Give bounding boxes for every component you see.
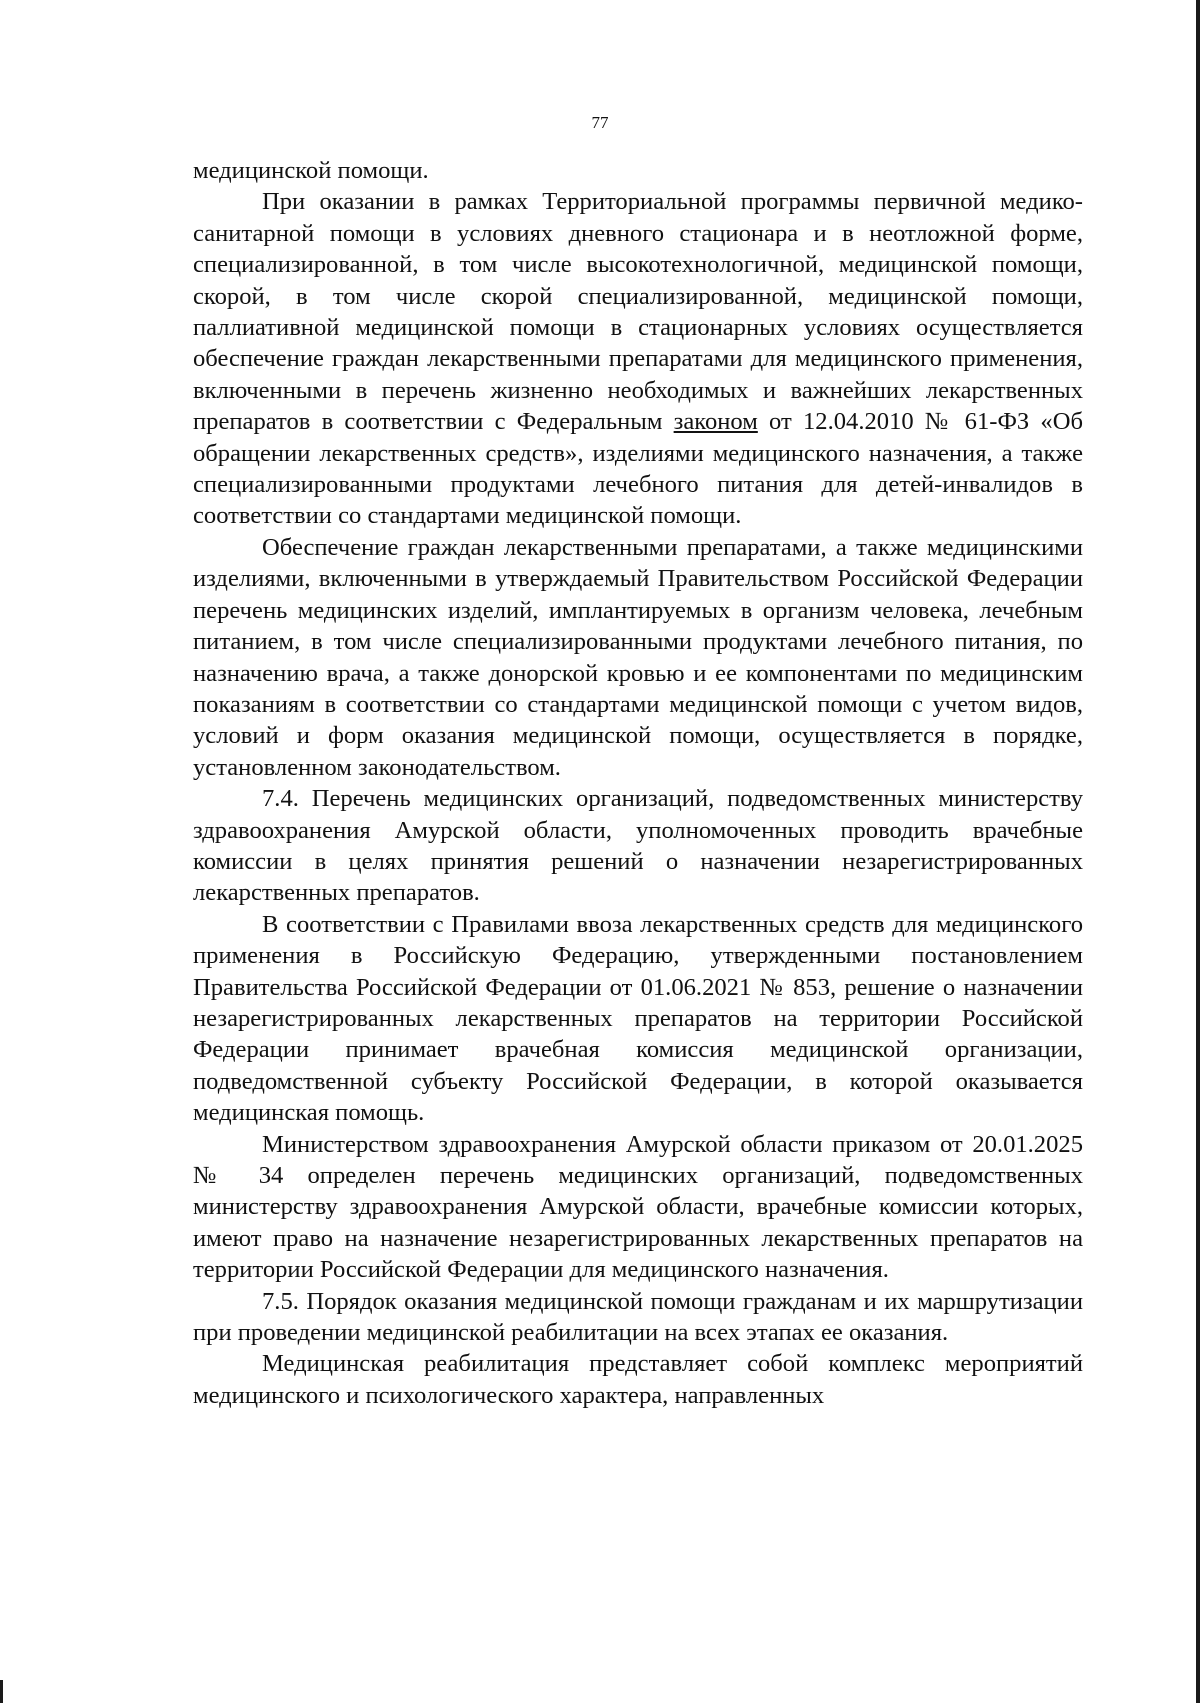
paragraph-1: медицинской помощи. — [193, 157, 429, 184]
paragraph-3: Обеспечение граждан лекарственными препаратами, а также медицинскими изделиями, включенными в утверждаемый Правительством Российской Федерации перечень медицинских изделий, имплантируемых в организм человека, лечебным питанием, в том числе специализированными продуктами лечебного питания, по назначению врача, а также донорской кровью и ее компонентами по медицинским показаниям в соответствии со стандартами медицинской помощи с учетом видов, условий и форм оказания медицинской помощи, осуществляется в порядке, установленном законодательством. — [193, 533, 1083, 781]
scan-border-left — [0, 1680, 3, 1703]
paragraph-2-text-start: При оказании в рамках Территориальной программы первичной медико-санитарной помощи в условиях дневного стационара и в неотложной форме, специализированной, в том числе высокотехнологичной, медицинской помощи, скорой, в том числе скорой специализированной, медицинской помощи, паллиативной медицинской помощи в стационарных условиях осуществляется обеспечение граждан лекарственными препаратами для медицинского применения, включенными в перечень жизненно необходимых и важнейших лекарственных препаратов в соответствии с Федеральным — [193, 188, 1083, 436]
paragraph-2-text-end: от 12.04.2010 № 61-ФЗ «Об обращении лекарственных средств», изделиями медицинского назначения, а также специализированными продуктами лечебного питания для детей-инвалидов в соответствии со стандартами медицинской помощи. — [193, 408, 1083, 530]
paragraph-5: В соответствии с Правилами ввоза лекарственных средств для медицинского применения в Российскую Федерацию, утвержденными постановлением Правительства Российской Федерации от 01.06.2021 № 853, решение о назначении незарегистрированных лекарственных препаратов на территории Российской Федерации принимает врачебная комиссия медицинской организации, подведомственной субъекту Российской Федерации, в которой оказывается медицинская помощь. — [193, 910, 1083, 1127]
paragraph-2 — [193, 186, 1083, 531]
federal-law-link[interactable]: законом — [673, 408, 758, 436]
page-number: 77 — [591, 113, 609, 132]
scan-border-right — [1196, 0, 1200, 1703]
section-7-4-heading: 7.4. Перечень медицинских организаций, подведомственных министерству здравоохранения Амурской области, уполномоченных проводить врачебные комиссии в целях принятия решений о назначении незарегистрированных лекарственных препаратов. — [193, 785, 1083, 907]
paragraph-6: Министерством здравоохранения Амурской области приказом от 20.01.2025 № 34 определен перечень медицинских организаций, подведомственных министерству здравоохранения Амурской области, врачебные комиссии которых, имеют право на назначение незарегистрированных лекарственных препаратов на территории Российской Федерации для медицинского назначения. — [193, 1130, 1083, 1284]
document-body — [193, 155, 1083, 1411]
paragraph-8: Медицинская реабилитация представляет собой комплекс мероприятий медицинского и психологического характера, направленных — [193, 1350, 1083, 1409]
section-7-5-heading: 7.5. Порядок оказания медицинской помощи гражданам и их маршрутизации при проведении медицинской реабилитации на всех этапах ее оказания. — [193, 1287, 1083, 1347]
